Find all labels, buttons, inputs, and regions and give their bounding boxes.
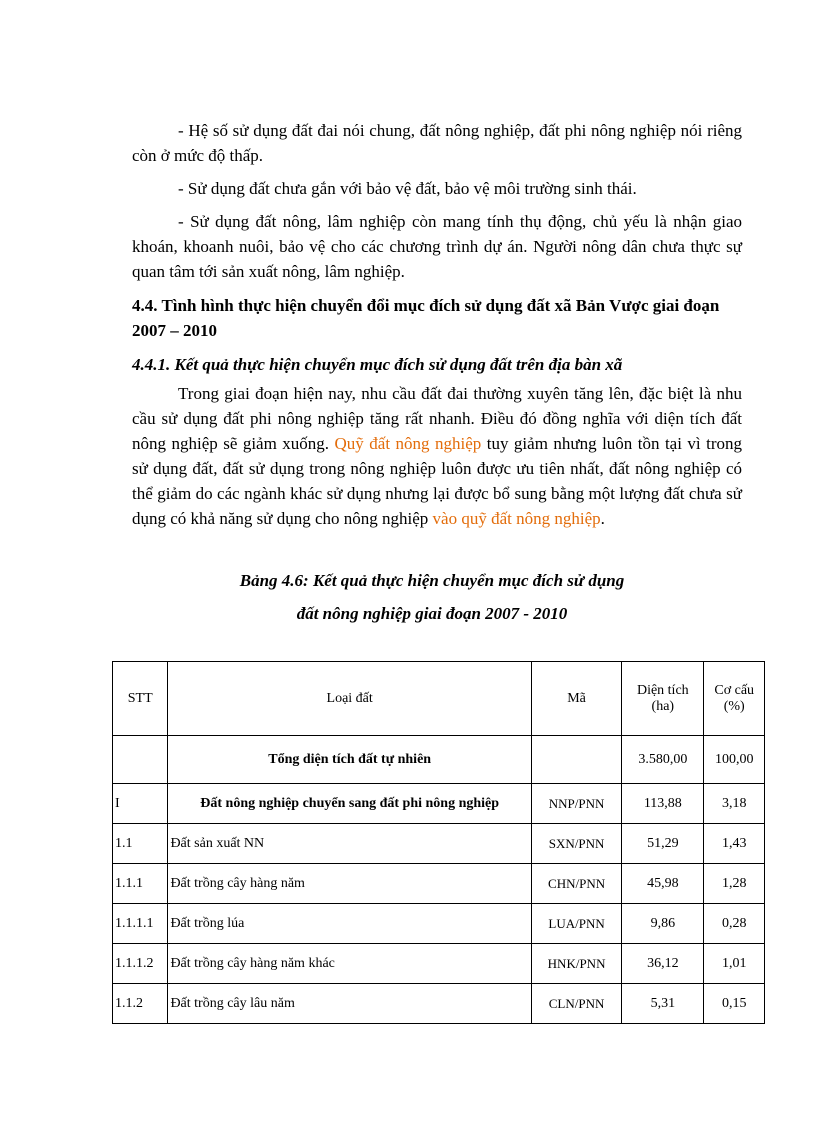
table-row [113,984,765,1024]
table-caption-line-2: đất nông nghiệp giai đoạn 2007 - 2010 [296,604,568,623]
row-area: 5,31 [622,984,704,1024]
row-pct: 1,01 [704,944,765,984]
table-header-row [113,662,765,736]
bullet-paragraph-passive-use: - Sử dụng đất nông, lâm nghiệp còn mang tính thụ động, chủ yếu là nhận giao khoán, khoanh nuôi, bảo vệ cho các chương trình dự án. Người nông dân chưa thực sự quan tâm tới sản xuất nông, lâm nghiệp. [132,212,742,281]
row-pct: 3,18 [704,784,765,824]
table-caption-line-1: Bảng 4.6: Kết quả thực hiện chuyển mục đích sử dụng [239,571,625,590]
header-ma: Mã [531,662,621,736]
table-row [113,904,765,944]
row-name: Đất nông nghiệp chuyển sang đất phi nông nghiệp [168,784,531,824]
header-dien-tich [622,662,704,736]
row-stt: 1.1.1 [113,864,168,904]
row-pct: 1,43 [704,824,765,864]
table-row [113,824,765,864]
bullet-paragraph-land-use-coefficient: - Hệ số sử dụng đất đai nói chung, đất nông nghiệp, đất phi nông nghiệp nói riêng còn ở mức độ thấp. [132,121,742,165]
conversion-table [112,661,765,1024]
row-area: 9,86 [622,904,704,944]
table-row [113,864,765,904]
row-pct: 0,28 [704,904,765,944]
body-text-part-3: . [600,509,605,528]
table-row [113,784,765,824]
highlight-link-vao-quy-dat[interactable]: vào quỹ đất nông nghiệp [432,509,601,528]
bullet-paragraph-environment: - Sử dụng đất chưa gắn với bảo vệ đất, bảo vệ môi trường sinh thái. [178,179,637,198]
row-stt: 1.1.1.2 [113,944,168,984]
total-pct: 100,00 [704,736,765,784]
row-name: Đất trồng cây lâu năm [168,984,531,1024]
total-area: 3.580,00 [622,736,704,784]
row-name: Đất sản xuất NN [168,824,531,864]
header-dien-tich-line2: (ha) [651,698,675,714]
section-heading-4-4-1: 4.4.1. Kết quả thực hiện chuyển mục đích sử dụng đất trên địa bàn xã [132,355,623,374]
row-pct: 1,28 [704,864,765,904]
row-stt: 1.1.1.1 [113,904,168,944]
header-co-cau-line1: Cơ cấu [714,682,755,698]
row-stt: I [113,784,168,824]
row-code: HNK/PNN [531,944,621,984]
row-area: 51,29 [622,824,704,864]
header-co-cau-line2: (%) [723,698,745,714]
row-pct: 0,15 [704,984,765,1024]
total-stt [113,736,168,784]
row-area: 36,12 [622,944,704,984]
row-name: Đất trồng lúa [168,904,531,944]
header-dien-tich-line1: Diện tích [636,682,689,698]
header-co-cau [704,662,765,736]
row-code: CHN/PNN [531,864,621,904]
row-code: SXN/PNN [531,824,621,864]
table-row [113,944,765,984]
body-text-part-1: Trong giai đoạn hiện nay, nhu cầu đất đai thường xuyên tăng lên, đặc biệt là nhu cầu sử dụng đất phi nông nghiệp tăng rất nhanh. Điều đó đồng nghĩa với diện tích đất nông nghiệp sẽ giảm xuống. [132,384,742,453]
row-code: CLN/PNN [531,984,621,1024]
body-text-part-2: tuy giảm nhưng luôn tồn tại vì trong sử dụng đất, đất sử dụng trong nông nghiệp luôn được ưu tiên nhất, đất nông nghiệp có thể giảm do các ngành khác sử dụng nhưng lại được bổ sung bằng một lượng đất chưa sử dụng có khả năng sử dụng cho nông nghiệp [132,434,742,528]
row-code: NNP/PNN [531,784,621,824]
body-paragraph [132,381,742,531]
highlight-link-quy-dat[interactable]: Quỹ đất nông nghiệp [334,434,482,453]
total-label: Tổng diện tích đất tự nhiên [168,736,531,784]
total-code [531,736,621,784]
row-stt: 1.1 [113,824,168,864]
row-area: 45,98 [622,864,704,904]
row-name: Đất trồng cây hàng năm khác [168,944,531,984]
section-heading-4-4: 4.4. Tình hình thực hiện chuyển đổi mục đích sử dụng đất xã Bản Vược giai đoạn 2007 – 2010 [132,296,720,340]
row-code: LUA/PNN [531,904,621,944]
table-row-total [113,736,765,784]
header-loai-dat: Loại đất [168,662,531,736]
row-area: 113,88 [622,784,704,824]
row-stt: 1.1.2 [113,984,168,1024]
row-name: Đất trồng cây hàng năm [168,864,531,904]
header-stt: STT [113,662,168,736]
